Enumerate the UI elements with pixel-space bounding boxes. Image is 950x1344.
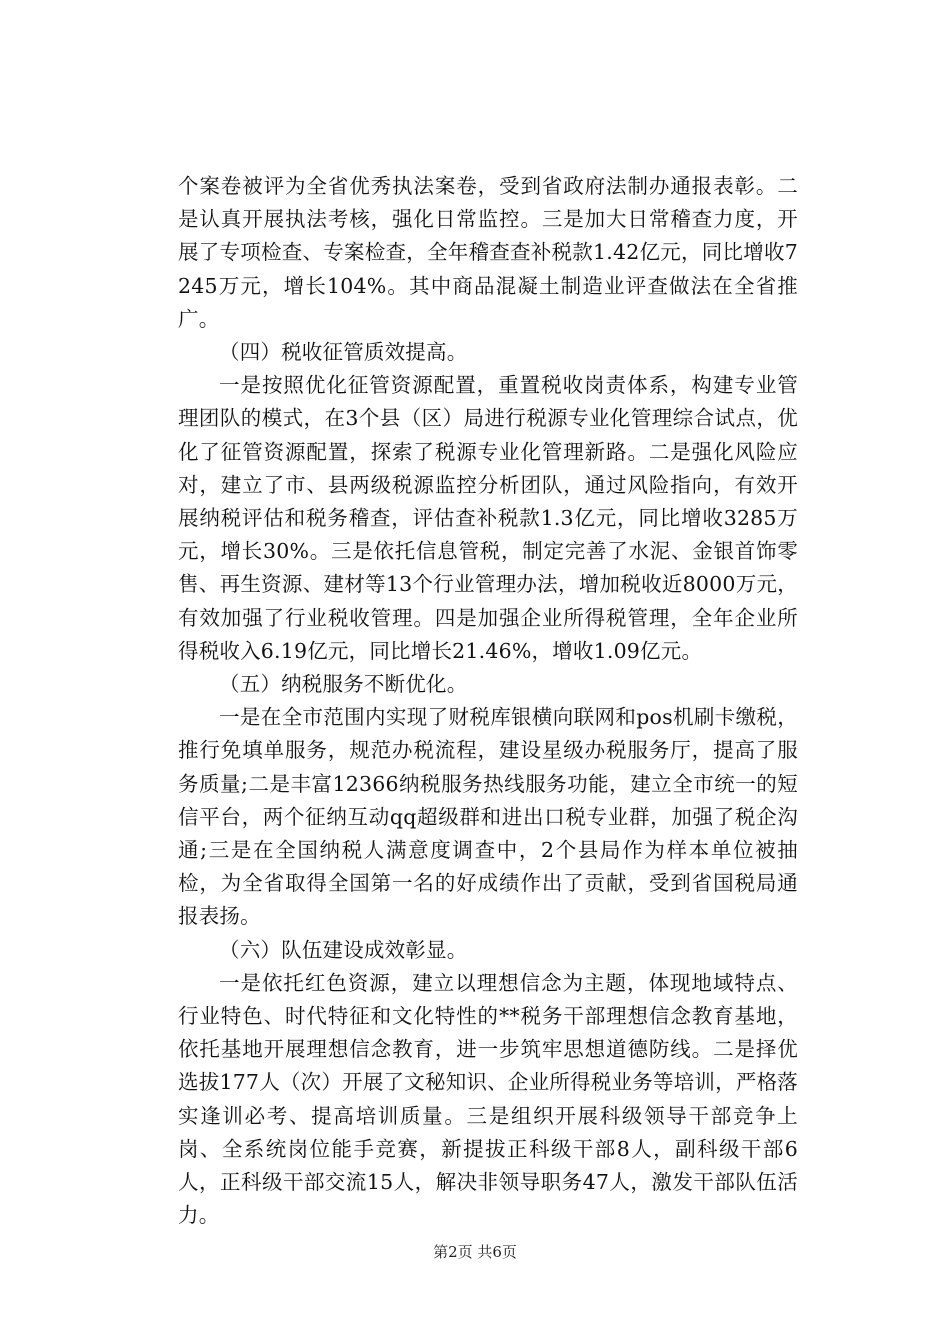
paragraph-team-building: 一是依托红色资源，建立以理想信念为主题，体现地域特点、行业特色、时代特征和文化特性的**税务干部理想信念教育基地，依托基地开展理想信念教育，进一步筑牢思想道德防线。二是择优选拔177人（次）开展了文秘知识、企业所得税业务等培训，严格落实逢训必考、提高培训质量。三是组织开展科级领导干部竞争上岗、全系统岗位能手竞赛，新提拔正科级干部8人，副科级干部6人，正科级干部交流15人，解决非领导职务47人，激发干部队伍活力。 xyxy=(178,970,798,1228)
page-footer: 第2页 共6页 xyxy=(433,1243,517,1261)
paragraph-tax-collection: 一是按照优化征管资源配置，重置税收岗责体系，构建专业管理团队的模式，在3个县（区）局进行税源专业化管理综合试点，优化了征管资源配置，探索了税源专业化管理新路。二是强化风险应对，建立了市、县两级税源监控分析团队，通过风险指向，有效开展纳税评估和税务稽查，评估查补税款1.3亿元，同比增收3285万元，增长30%。三是依托信息管税，制定完善了水泥、金银首饰零售、再生资源、建材等13个行业管理办法，增加税收近8000万元，有效加强了行业税收管理。四是加强企业所得税管理，全年企业所得税收入6.19亿元，同比增长21.46%，增收1.09亿元。 xyxy=(178,373,798,663)
paragraph-continuation: 个案卷被评为全省优秀执法案卷，受到省政府法制办通报表彰。二是认真开展执法考核，强化日常监控。三是加大日常稽查力度，开展了专项检查、专案检查，全年稽查查补税款1.42亿元，同比增收7245万元，增长104%。其中商品混凝土制造业评查做法在全省推广。 xyxy=(178,174,798,331)
section-heading-4: （四）税收征管质效提高。 xyxy=(219,340,468,365)
document-body xyxy=(178,170,798,1233)
paragraph-tax-service: 一是在全市范围内实现了财税库银横向联网和pos机刷卡缴税，推行免填单服务，规范办税流程，建设星级办税服务厅，提高了服务质量;二是丰富12366纳税服务热线服务功能，建立全市统一的短信平台，两个征纳互动qq超级群和进出口税专业群，加强了税企沟通;三是在全国纳税人满意度调查中，2个县局作为样本单位被抽检，为全省取得全国第一名的好成绩作出了贡献，受到省国税局通报表扬。 xyxy=(178,705,798,929)
section-heading-6: （六）队伍建设成效彰显。 xyxy=(219,937,468,962)
section-heading-5: （五）纳税服务不断优化。 xyxy=(219,672,468,697)
